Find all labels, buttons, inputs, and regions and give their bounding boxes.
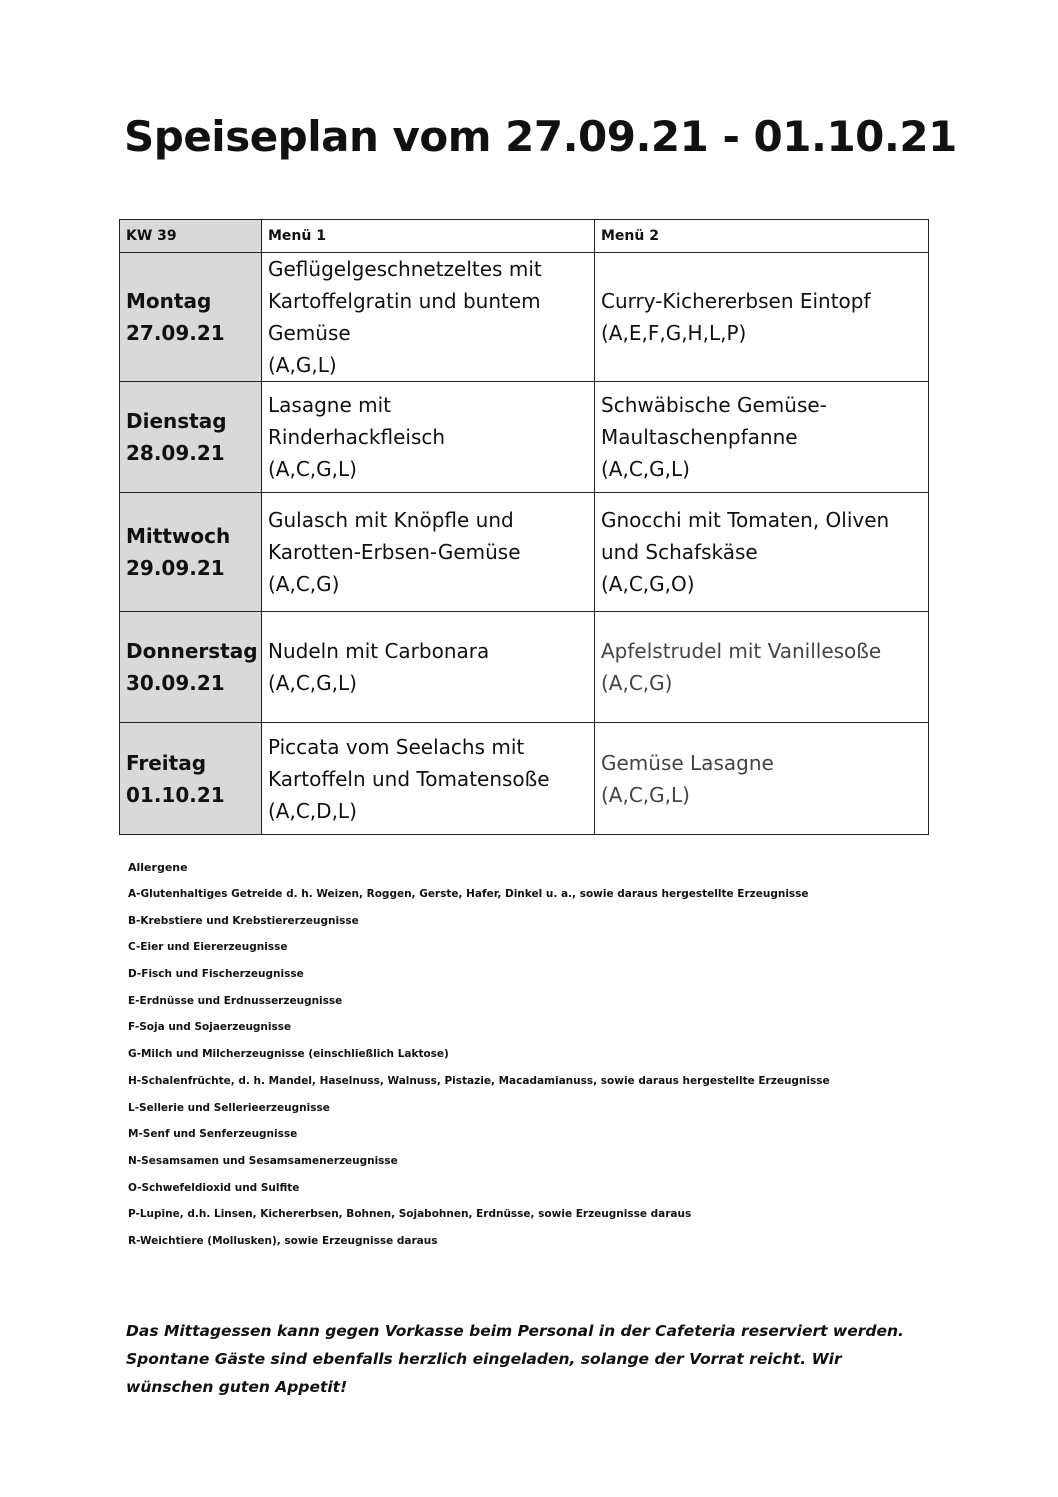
table-row bbox=[120, 612, 929, 723]
day-name: Montag bbox=[126, 289, 212, 313]
dish-line: Maultaschenpfanne bbox=[601, 425, 798, 449]
table-row bbox=[120, 493, 929, 612]
allergen-item: O-Schwefeldioxid und Sulfite bbox=[128, 1181, 300, 1194]
day-date: 30.09.21 bbox=[126, 671, 225, 695]
day-name: Mittwoch bbox=[126, 524, 231, 548]
day-cell bbox=[120, 612, 262, 723]
allergen-item: C-Eier und Eiererzeugnisse bbox=[128, 941, 288, 954]
menu1-cell bbox=[262, 253, 595, 382]
menu1-cell bbox=[262, 612, 595, 723]
day-date: 29.09.21 bbox=[126, 556, 225, 580]
table-row bbox=[120, 723, 929, 835]
dish-line: Kartoffeln und Tomatensoße bbox=[268, 766, 550, 791]
menu2-cell bbox=[595, 493, 929, 612]
allergen-codes: (A,C,G,L) bbox=[601, 782, 690, 807]
day-name: Freitag bbox=[126, 750, 207, 775]
day-date: 27.09.21 bbox=[126, 321, 225, 345]
allergen-heading: Allergene bbox=[128, 861, 188, 874]
allergen-item: E-Erdnüsse und Erdnusserzeugnisse bbox=[128, 994, 343, 1007]
dish-line: Piccata vom Seelachs mit bbox=[268, 734, 525, 759]
dish-line: Nudeln mit Carbonara bbox=[268, 639, 490, 663]
allergen-item: G-Milch und Milcherzeugnisse (einschließlich Laktose) bbox=[128, 1048, 449, 1061]
allergen-codes: (A,C,D,L) bbox=[268, 798, 357, 823]
day-name: Dienstag bbox=[126, 409, 227, 433]
reservation-note: Das Mittagessen kann gegen Vorkasse beim Personal in der Cafeteria reserviert werden. Spontane Gäste sind ebenfalls herzlich eingeladen, solange der Vorrat reicht. Wir wünschen guten Appetit! bbox=[126, 1321, 904, 1396]
dish-line: Karotten-Erbsen-Gemüse bbox=[268, 540, 521, 564]
menu1-header: Menü 1 bbox=[262, 220, 595, 253]
table-row bbox=[120, 382, 929, 493]
table-row bbox=[120, 253, 929, 382]
dish-line: Apfelstrudel mit Vanillesoße bbox=[601, 639, 882, 663]
allergen-codes: (A,G,L) bbox=[268, 353, 337, 377]
allergen-item: R-Weichtiere (Mollusken), sowie Erzeugnisse daraus bbox=[128, 1234, 438, 1247]
page-title: Speiseplan vom 27.09.21 - 01.10.21 bbox=[124, 112, 957, 161]
day-date: 01.10.21 bbox=[126, 782, 225, 807]
menu2-header: Menü 2 bbox=[595, 220, 929, 253]
allergen-item: P-Lupine, d.h. Linsen, Kichererbsen, Bohnen, Sojabohnen, Erdnüsse, sowie Erzeugnisse daraus bbox=[128, 1208, 692, 1221]
menu1-cell bbox=[262, 493, 595, 612]
day-date: 28.09.21 bbox=[126, 441, 225, 465]
dish-line: Curry-Kichererbsen Eintopf bbox=[601, 289, 871, 313]
menu2-cell bbox=[595, 612, 929, 723]
dish-line: Gemüse bbox=[268, 321, 351, 345]
allergen-item: F-Soja und Sojaerzeugnisse bbox=[128, 1021, 292, 1034]
allergen-item: B-Krebstiere und Krebstiererzeugnisse bbox=[128, 914, 359, 927]
dish-line: Gulasch mit Knöpfle und bbox=[268, 508, 514, 532]
dish-line: Gnocchi mit Tomaten, Oliven bbox=[601, 508, 890, 532]
allergen-legend bbox=[128, 861, 830, 1261]
allergen-item: N-Sesamsamen und Sesamsamenerzeugnisse bbox=[128, 1154, 398, 1167]
menu-table bbox=[119, 219, 929, 835]
dish-line: Rinderhackfleisch bbox=[268, 425, 446, 449]
menu2-cell bbox=[595, 382, 929, 493]
allergen-codes: (A,C,G,L) bbox=[268, 671, 357, 695]
week-label: KW 39 bbox=[120, 220, 262, 253]
day-cell bbox=[120, 382, 262, 493]
allergen-codes: (A,E,F,G,H,L,P) bbox=[601, 321, 747, 345]
allergen-item: L-Sellerie und Sellerieerzeugnisse bbox=[128, 1101, 330, 1114]
allergen-codes: (A,C,G) bbox=[268, 572, 340, 596]
dish-line: und Schafskäse bbox=[601, 540, 758, 564]
dish-line: Geflügelgeschnetzeltes mit bbox=[268, 257, 542, 281]
allergen-codes: (A,C,G,O) bbox=[601, 572, 695, 596]
allergen-codes: (A,C,G,L) bbox=[601, 457, 690, 481]
allergen-item: D-Fisch und Fischerzeugnisse bbox=[128, 968, 304, 981]
menu1-cell bbox=[262, 382, 595, 493]
dish-line: Lasagne mit bbox=[268, 393, 391, 417]
allergen-codes: (A,C,G) bbox=[601, 671, 673, 695]
dish-line: Schwäbische Gemüse- bbox=[601, 393, 827, 417]
day-cell bbox=[120, 493, 262, 612]
day-cell bbox=[120, 723, 262, 835]
dish-line: Kartoffelgratin und buntem bbox=[268, 289, 541, 313]
allergen-item: H-Schalenfrüchte, d. h. Mandel, Haselnuss, Walnuss, Pistazie, Macadamianuss, sowie daraus hergestellte Erzeugnisse bbox=[128, 1074, 830, 1087]
menu1-cell bbox=[262, 723, 595, 835]
allergen-item: M-Senf und Senferzeugnisse bbox=[128, 1128, 298, 1141]
table-header-row bbox=[120, 220, 929, 253]
menu2-cell bbox=[595, 723, 929, 835]
allergen-codes: (A,C,G,L) bbox=[268, 457, 357, 481]
day-cell bbox=[120, 253, 262, 382]
menu2-cell bbox=[595, 253, 929, 382]
day-name: Donnerstag bbox=[126, 639, 258, 663]
dish-line: Gemüse Lasagne bbox=[601, 750, 774, 775]
allergen-item: A-Glutenhaltiges Getreide d. h. Weizen, Roggen, Gerste, Hafer, Dinkel u. a., sowie daraus hergestellte Erzeugnisse bbox=[128, 888, 809, 900]
